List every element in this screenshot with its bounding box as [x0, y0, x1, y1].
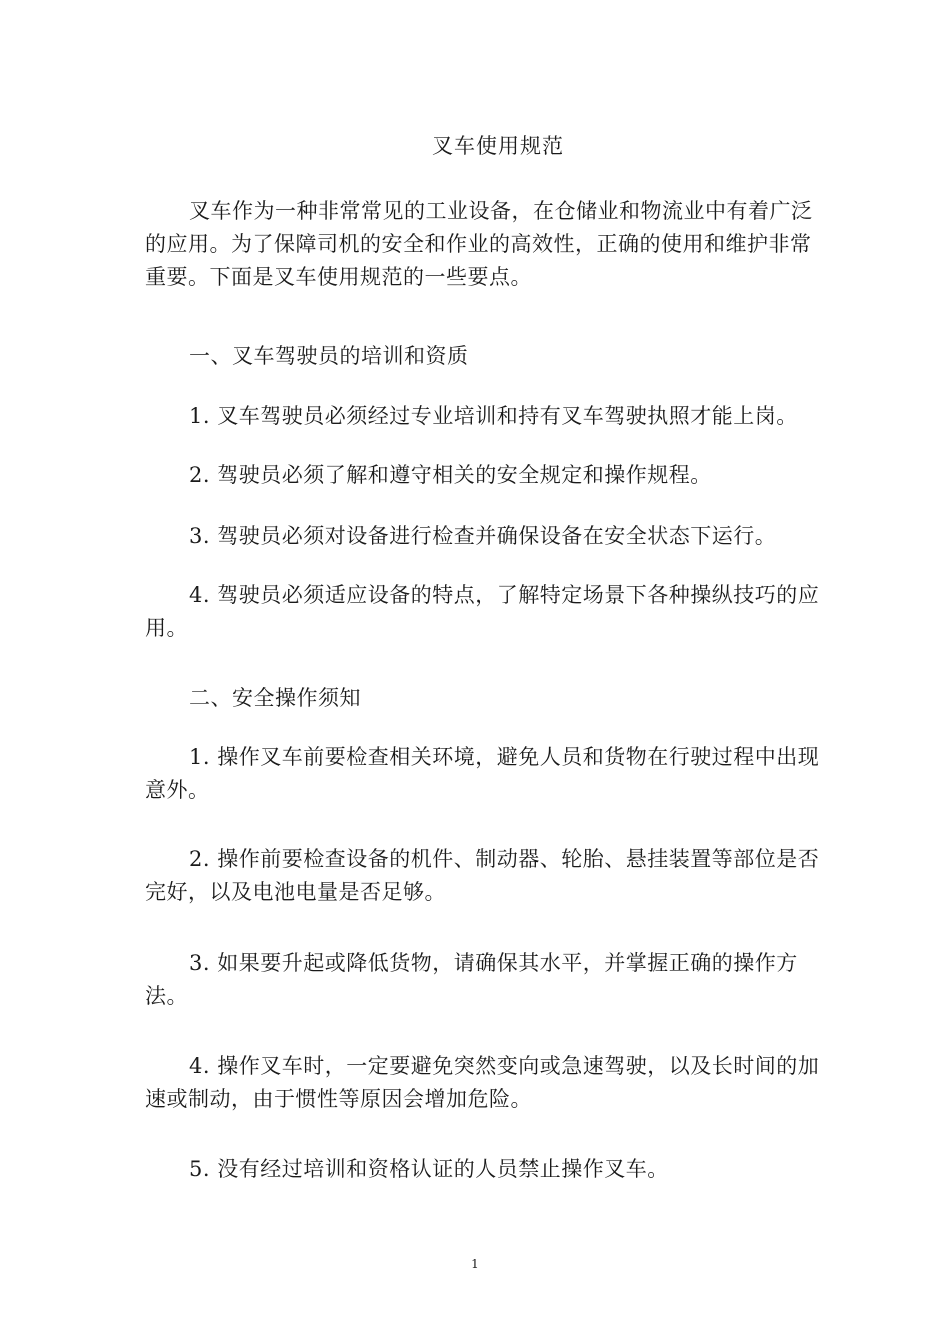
- section-heading-safety: 二、安全操作须知: [189, 686, 361, 710]
- section-heading-training: 一、叉车驾驶员的培训和资质: [189, 344, 469, 368]
- section1-item-2: 2. 驾驶员必须了解和遵守相关的安全规定和操作规程。: [189, 463, 712, 487]
- document-title: 叉车使用规范: [432, 134, 564, 158]
- section2-item-4: 4. 操作叉车时，一定要避免突然变向或急速驾驶，以及长时间的加速或制动，由于惯性等原因会增加危险。: [145, 1054, 820, 1111]
- section2-item-1: 1. 操作叉车前要检查相关环境，避免人员和货物在行驶过程中出现意外。: [145, 745, 820, 802]
- intro-paragraph: 叉车作为一种非常常见的工业设备，在仓储业和物流业中有着广泛的应用。为了保障司机的安全和作业的高效性，正确的使用和维护非常重要。下面是叉车使用规范的一些要点。: [145, 199, 813, 289]
- section1-item-4: 4. 驾驶员必须适应设备的特点，了解特定场景下各种操纵技巧的应用。: [145, 583, 820, 640]
- section2-item-5: 5. 没有经过培训和资格认证的人员禁止操作叉车。: [189, 1157, 669, 1181]
- section2-item-3: 3. 如果要升起或降低货物，请确保其水平，并掌握正确的操作方法。: [145, 951, 798, 1008]
- section1-item-1: 1. 叉车驾驶员必须经过专业培训和持有叉车驾驶执照才能上岗。: [189, 404, 798, 428]
- section2-item-2: 2. 操作前要检查设备的机件、制动器、轮胎、悬挂装置等部位是否完好，以及电池电量是否足够。: [145, 847, 820, 904]
- section1-item-3: 3. 驾驶员必须对设备进行检查并确保设备在安全状态下运行。: [189, 524, 777, 548]
- page-number: 1: [471, 1257, 479, 1271]
